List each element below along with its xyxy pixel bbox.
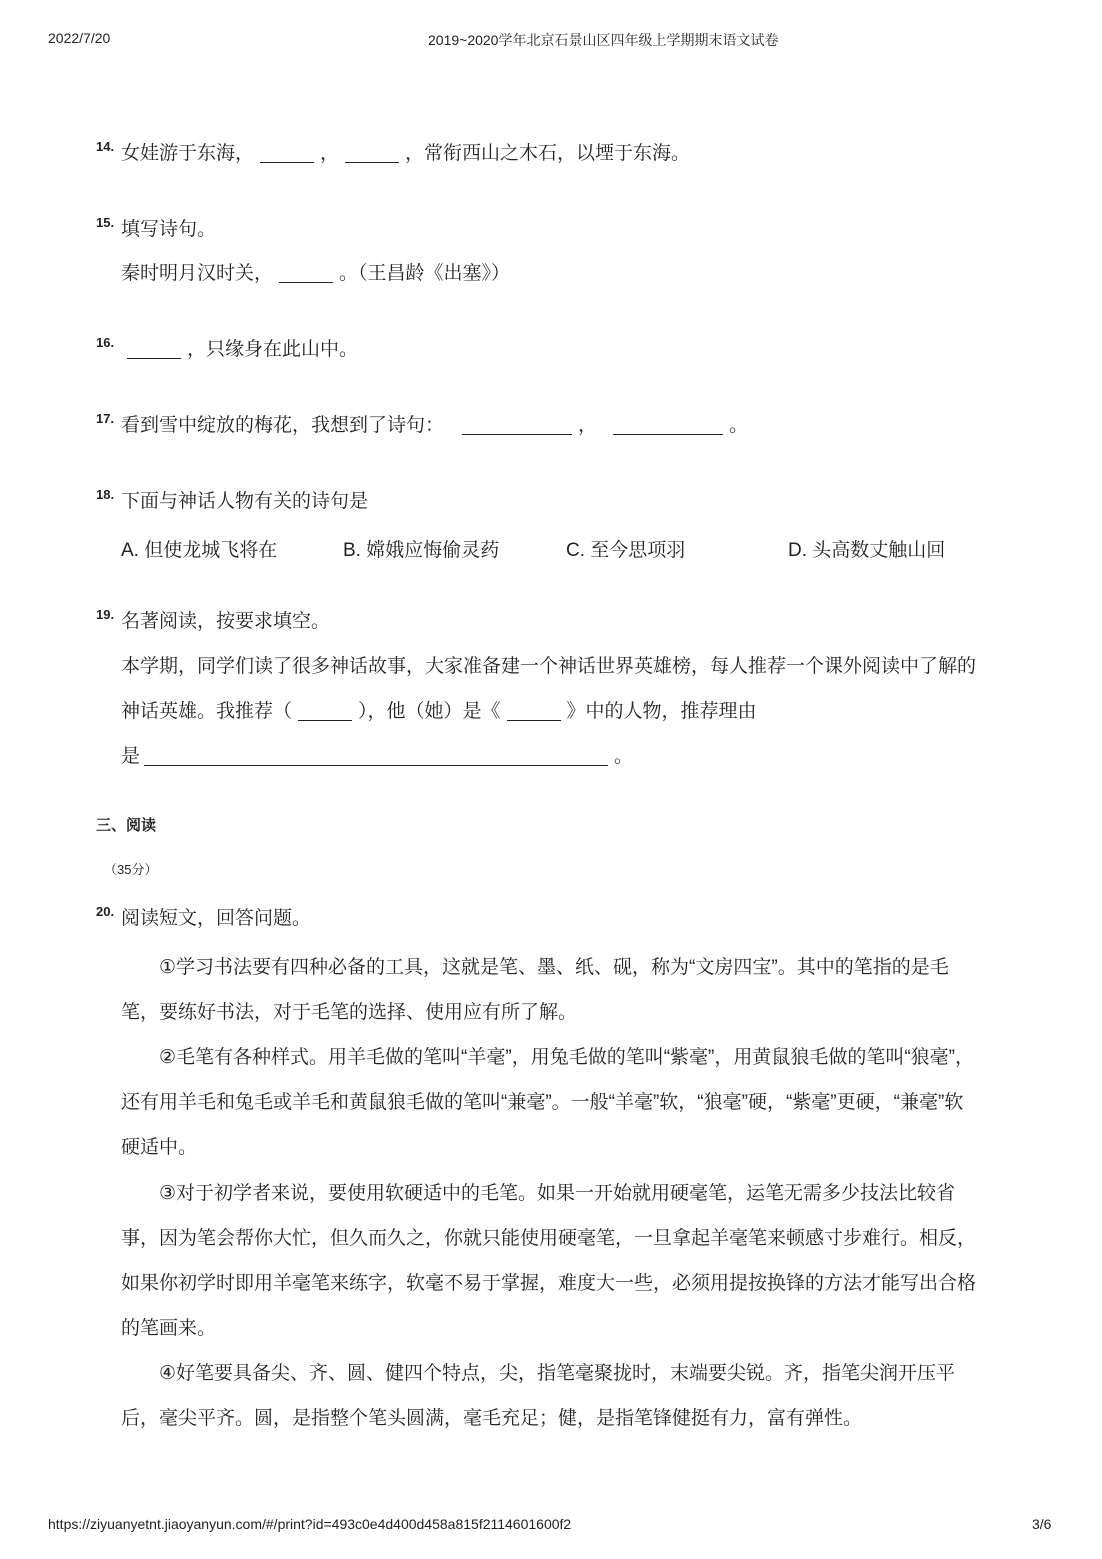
option-a[interactable]: A. 但使龙城飞将在 <box>121 540 278 561</box>
question-text: 本学期，同学们读了很多神话故事，大家准备建一个神话世界英雄榜，每人推荐一个课外阅读中了解的 <box>121 656 977 677</box>
passage-line: ①学习书法要有四种必备的工具，这就是笔、墨、纸、砚，称为“文房四宝”。其中的笔指的是毛 <box>159 957 949 978</box>
question-text <box>121 700 757 724</box>
text-part: ，常衔西山之木石，以堙于东海。 <box>405 143 691 164</box>
answer-blank[interactable] <box>613 414 723 435</box>
option-b[interactable]: B. 嫦娥应悔偷灵药 <box>343 540 500 561</box>
text-part: ，只缘身在此山中。 <box>187 339 359 360</box>
question-text <box>121 338 358 362</box>
question-text <box>121 142 690 166</box>
passage-line: 的笔画来。 <box>121 1318 217 1339</box>
text-part: 。 <box>614 746 634 767</box>
question-stem: 填写诗句。 <box>121 219 217 240</box>
question-number: 18. <box>96 487 115 502</box>
question-text <box>121 745 633 769</box>
section-title: 三、阅读 <box>96 817 157 834</box>
answer-blank[interactable] <box>462 414 572 435</box>
text-part: 女娃游于东海， <box>121 143 255 164</box>
passage-line: 还有用羊毛和兔毛或羊毛和黄鼠狼毛做的笔叫“兼毫”。一般“羊毫”软，“狼毫”硬，“紫毫”更硬，“兼毫”软 <box>121 1092 964 1113</box>
text-part: 神话英雄。我推荐（ <box>121 701 293 722</box>
question-number: 20. <box>96 904 115 919</box>
question-number: 14. <box>96 139 115 154</box>
text-part: 看到雪中绽放的梅花，我想到了诗句： <box>121 415 445 436</box>
passage-line: ②毛笔有各种样式。用羊毛做的笔叫“羊毫”，用兔毛做的笔叫“紫毫”，用黄鼠狼毛做的笔叫“狼毫”， <box>159 1047 974 1068</box>
option-c[interactable]: C. 至今思项羽 <box>566 540 686 561</box>
option-d[interactable]: D. 头高数丈触山回 <box>788 540 946 561</box>
answer-blank[interactable] <box>279 262 333 283</box>
section-score: （35分） <box>104 862 158 877</box>
text-part: 是 <box>121 746 141 767</box>
question-number: 15. <box>96 215 115 230</box>
question-number: 16. <box>96 335 115 350</box>
passage-line: 如果你初学时即用羊毫笔来练字，软毫不易于掌握，难度大一些，必须用提按换锋的方法才能写出合格 <box>121 1273 977 1294</box>
answer-blank[interactable] <box>127 338 181 359</box>
answer-blank[interactable] <box>345 142 399 163</box>
text-part: 。 <box>729 415 749 436</box>
question-text <box>121 414 748 438</box>
text-part: 。（王昌龄《出塞》） <box>339 263 511 284</box>
answer-blank[interactable] <box>298 700 352 721</box>
text-part: ， <box>320 143 340 164</box>
header-date: 2022/7/20 <box>48 30 111 46</box>
passage-line: ④好笔要具备尖、齐、圆、健四个特点，尖，指笔毫聚拢时，末端要尖锐。齐，指笔尖润开压平 <box>159 1363 956 1384</box>
answer-blank[interactable] <box>507 700 561 721</box>
question-text <box>121 262 510 286</box>
passage-line: ③对于初学者来说，要使用软硬适中的毛笔。如果一开始就用硬毫笔，运笔无需多少技法比较省 <box>159 1183 956 1204</box>
question-stem: 下面与神话人物有关的诗句是 <box>121 491 369 512</box>
answer-blank[interactable] <box>260 142 314 163</box>
header-title: 2019~2020学年北京石景山区四年级上学期期末语文试卷 <box>428 32 779 48</box>
footer-url[interactable]: https://ziyuanyetnt.jiaoyanyun.com/#/print?id=493c0e4d400d458a815f2114601600f2 <box>48 1516 572 1532</box>
text-part: ），他（她）是《 <box>358 701 501 722</box>
text-part: 》中的人物，推荐理由 <box>566 701 757 722</box>
passage-line: 后，毫尖平齐。圆，是指整个笔头圆满，毫毛充足；健，是指笔锋健挺有力，富有弹性。 <box>121 1408 863 1429</box>
question-stem: 阅读短文，回答问题。 <box>121 908 312 929</box>
passage-line: 事，因为笔会帮你大忙，但久而久之，你就只能使用硬毫笔，一旦拿起羊毫笔来顿感寸步难行。相反， <box>121 1228 977 1249</box>
passage-line: 笔，要练好书法，对于毛笔的选择、使用应有所了解。 <box>121 1002 578 1023</box>
question-number: 17. <box>96 411 115 426</box>
passage-line: 硬适中。 <box>121 1137 198 1158</box>
text-part: ， <box>578 415 598 436</box>
footer-page-number: 3/6 <box>1032 1516 1052 1532</box>
question-number: 19. <box>96 607 115 622</box>
question-stem: 名著阅读，按要求填空。 <box>121 611 331 632</box>
answer-blank[interactable] <box>144 745 608 766</box>
text-part: 秦时明月汉时关， <box>121 263 274 284</box>
